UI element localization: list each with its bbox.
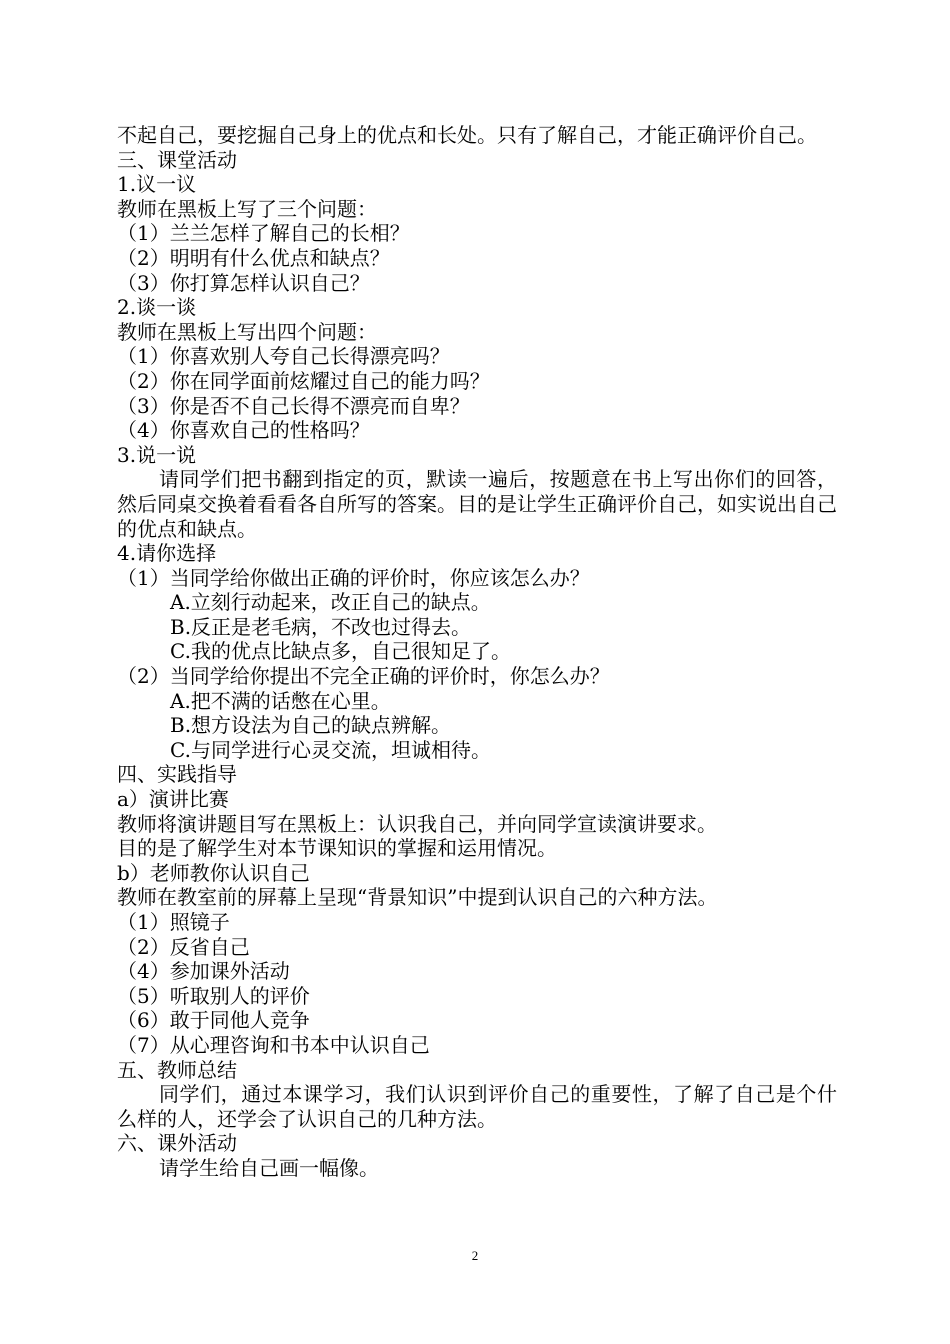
method-item: （6）敢于同他人竞争 (117, 1008, 310, 1033)
activity4-option: C.我的优点比缺点多，自己很知足了。 (170, 639, 511, 664)
activity2-item: （3）你是否不自己长得不漂亮而自卑？ (117, 393, 470, 418)
method-item: （1）照镜子 (117, 910, 230, 934)
section4-a-line: 目的是了解学生对本节课知识的掌握和运用情况。 (117, 836, 557, 861)
activity2-item: （1）你喜欢别人夸自己长得漂亮吗？ (117, 344, 450, 369)
activity2-item: （2）你在同学面前炫耀过自己的能力吗？ (117, 368, 490, 393)
method-item: （7）从心理咨询和书本中认识自己 (117, 1032, 430, 1057)
activity1-item: （3）你打算怎样认识自己？ (117, 270, 370, 295)
section4-b-title: b）老师教你认识自己 (117, 860, 310, 885)
method-item: （5）听取别人的评价 (117, 983, 310, 1008)
activity1-item: （1）兰兰怎样了解自己的长相？ (117, 221, 410, 246)
section6-body: 请学生给自己画一幅像。 (159, 1155, 379, 1180)
intro-continuation: 不起自己，要挖掘自己身上的优点和长处。只有了解自己，才能正确评价自己。 (117, 123, 817, 147)
activity4-option: A.立刻行动起来，改正自己的缺点。 (170, 590, 491, 615)
document-body (117, 123, 837, 1181)
activity4-question-2: （2）当同学给你提出不完全正确的评价时，你怎么办？ (117, 664, 610, 689)
activity4-question-1: （1）当同学给你做出正确的评价时，你应该怎么办？ (117, 565, 590, 590)
section4-title: 四、实践指导 (117, 762, 237, 787)
section4-a-title: a）演讲比赛 (117, 787, 229, 812)
section5-title: 五、教师总结 (117, 1057, 237, 1082)
section3-title: 三、课堂活动 (117, 147, 237, 172)
activity1-item: （2）明明有什么优点和缺点？ (117, 245, 390, 270)
activity2-item: （4）你喜欢自己的性格吗？ (117, 418, 370, 443)
activity4-option: B.反正是老毛病，不改也过得去。 (170, 614, 472, 639)
activity4-option: C.与同学进行心灵交流，坦诚相待。 (170, 737, 491, 762)
activity4-option: B.想方设法为自己的缺点辨解。 (170, 713, 452, 738)
activity4-option: A.把不满的话憋在心里。 (170, 688, 391, 713)
activity4-title: 4.请你选择 (117, 541, 217, 566)
activity2-title: 2.谈一谈 (117, 295, 197, 320)
page-number: 2 (471, 1248, 479, 1263)
activity1-title: 1.议一议 (117, 172, 197, 197)
activity1-lead: 教师在黑板上写了三个问题： (117, 196, 377, 221)
section5-body: 同学们，通过本课学习，我们认识到评价自己的重要性，了解了自己是个什么样的人，还学会了认识自己的几种方法。 (117, 1082, 837, 1131)
section4-b-lead: 教师在教室前的屏幕上呈现“背景知识”中提到认识自己的六种方法。 (117, 885, 718, 910)
method-item: （2）反省自己 (117, 934, 250, 959)
method-item: （4）参加课外活动 (117, 959, 290, 984)
activity2-lead: 教师在黑板上写出四个问题： (117, 319, 377, 344)
activity3-title: 3.说一说 (117, 442, 197, 467)
section4-a-line: 教师将演讲题目写在黑板上：认识我自己，并向同学宣读演讲要求。 (117, 811, 717, 836)
activity3-body: 请同学们把书翻到指定的页，默读一遍后，按题意在书上写出你们的回答，然后同桌交换着看看各自所写的答案。目的是让学生正确评价自己，如实说出自己的优点和缺点。 (117, 467, 837, 541)
section6-title: 六、课外活动 (117, 1131, 237, 1156)
